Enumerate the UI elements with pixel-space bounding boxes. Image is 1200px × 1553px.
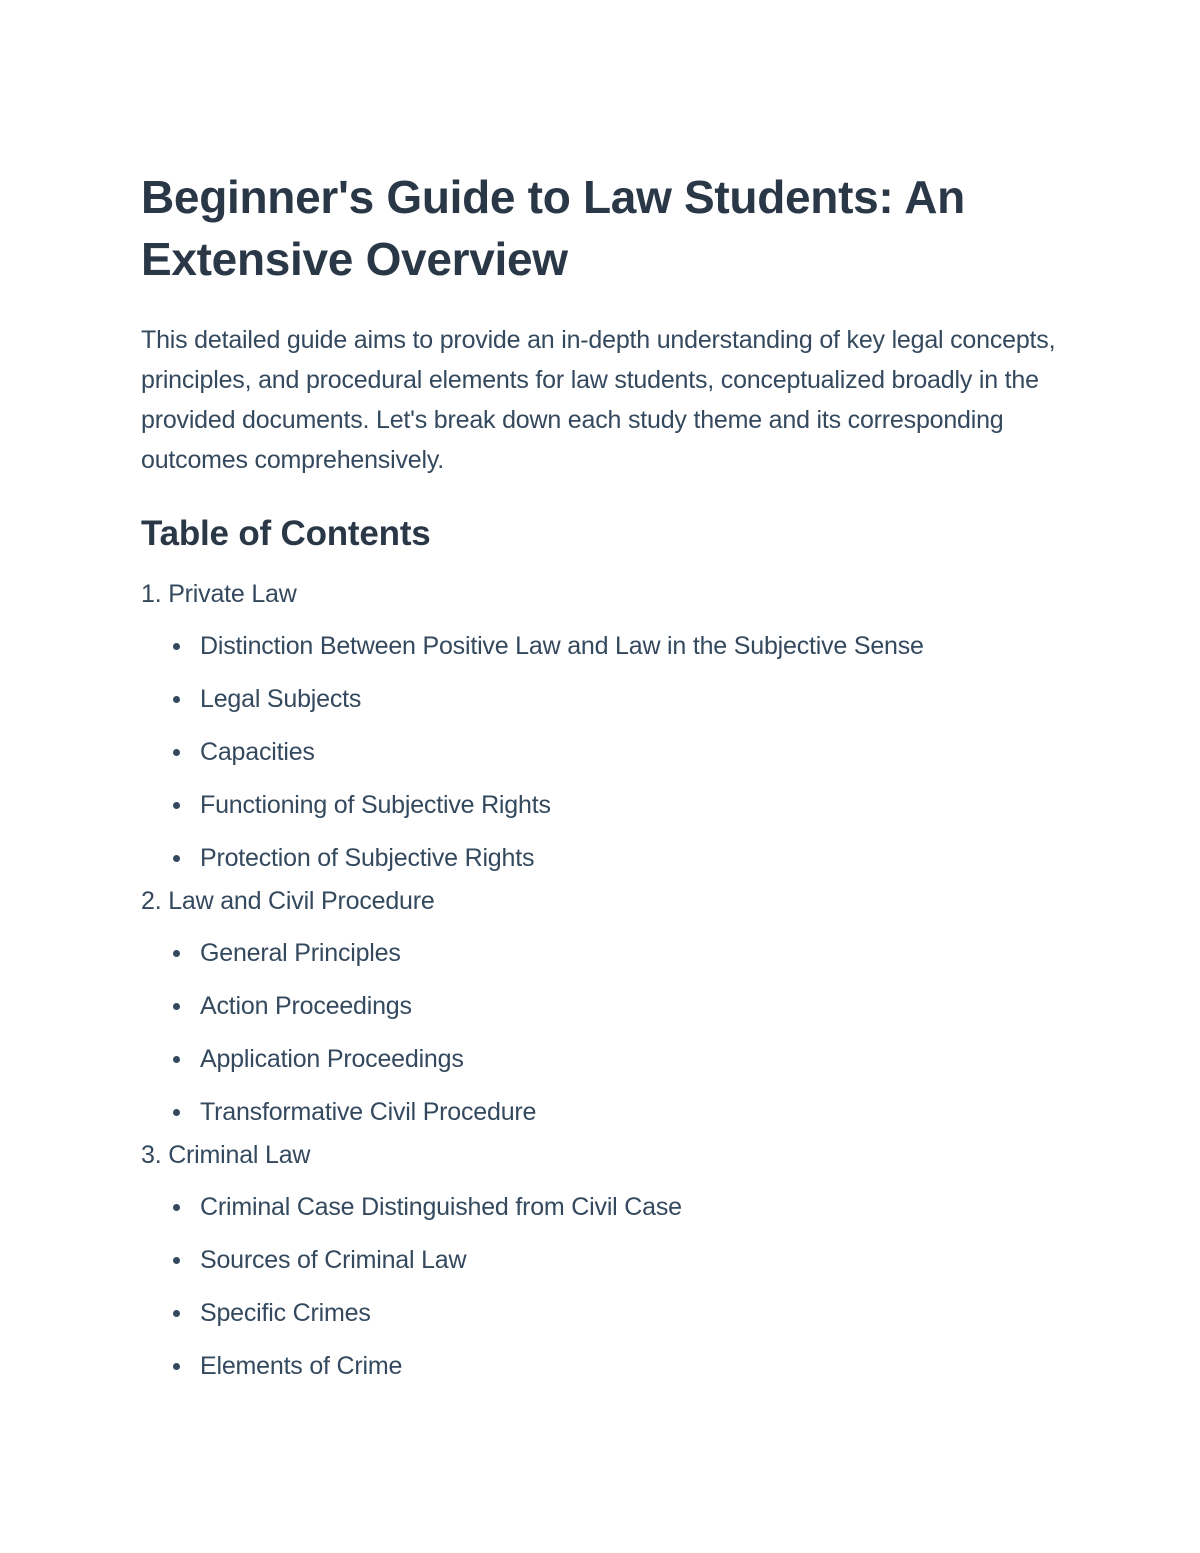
table-of-contents [141,576,1071,1384]
bullet-icon [173,1109,180,1116]
toc-section-criminal-law [141,1137,1071,1384]
toc-heading: Table of Contents [141,514,431,553]
intro-paragraph: This detailed guide aims to provide an in-depth understanding of key legal concepts, principles, and procedural elements for law students, conceptualized broadly in the provided documents. Let's break down each study theme and its corresponding outcomes comprehensively. [141,326,1056,474]
bullet-icon [173,696,180,703]
toc-item-text: Functioning of Subjective Rights [200,791,551,819]
toc-item-text: Application Proceedings [200,1045,464,1073]
toc-item-text: Specific Crimes [200,1299,371,1327]
toc-item [141,1094,1071,1130]
toc-section-private-law [141,576,1071,876]
toc-item [141,935,1071,971]
bullet-icon [173,1257,180,1264]
toc-item [141,1189,1071,1225]
bullet-icon [173,855,180,862]
toc-item-text: Sources of Criminal Law [200,1246,467,1274]
toc-item [141,840,1071,876]
toc-item-text: Action Proceedings [200,992,412,1020]
toc-item [141,628,1071,664]
toc-item-text: Capacities [200,738,315,766]
bullet-icon [173,802,180,809]
document-page [141,166,1071,1384]
toc-item [141,734,1071,770]
toc-item-text: Distinction Between Positive Law and Law in the Subjective Sense [200,632,924,660]
toc-section-label: 1. Private Law [141,580,297,608]
bullet-icon [173,1003,180,1010]
toc-section-label: 3. Criminal Law [141,1141,311,1169]
toc-item-text: Protection of Subjective Rights [200,844,535,872]
bullet-icon [173,1204,180,1211]
toc-item [141,1242,1071,1278]
toc-item [141,988,1071,1024]
toc-item-text: General Principles [200,939,401,967]
toc-item-text: Legal Subjects [200,685,362,713]
toc-item-text: Transformative Civil Procedure [200,1098,537,1126]
toc-subitems [141,628,1071,876]
toc-item [141,681,1071,717]
toc-item [141,1295,1071,1331]
toc-item-text: Elements of Crime [200,1352,403,1380]
toc-item [141,1348,1071,1384]
toc-item [141,1041,1071,1077]
document-title: Beginner's Guide to Law Students: An Extensive Overview [141,171,965,285]
bullet-icon [173,1056,180,1063]
toc-section-label: 2. Law and Civil Procedure [141,887,435,915]
bullet-icon [173,950,180,957]
bullet-icon [173,749,180,756]
bullet-icon [173,1310,180,1317]
bullet-icon [173,1363,180,1370]
toc-item [141,787,1071,823]
toc-item-text: Criminal Case Distinguished from Civil Case [200,1193,682,1221]
toc-subitems [141,935,1071,1130]
toc-subitems [141,1189,1071,1384]
toc-section-civil-procedure [141,883,1071,1130]
bullet-icon [173,643,180,650]
